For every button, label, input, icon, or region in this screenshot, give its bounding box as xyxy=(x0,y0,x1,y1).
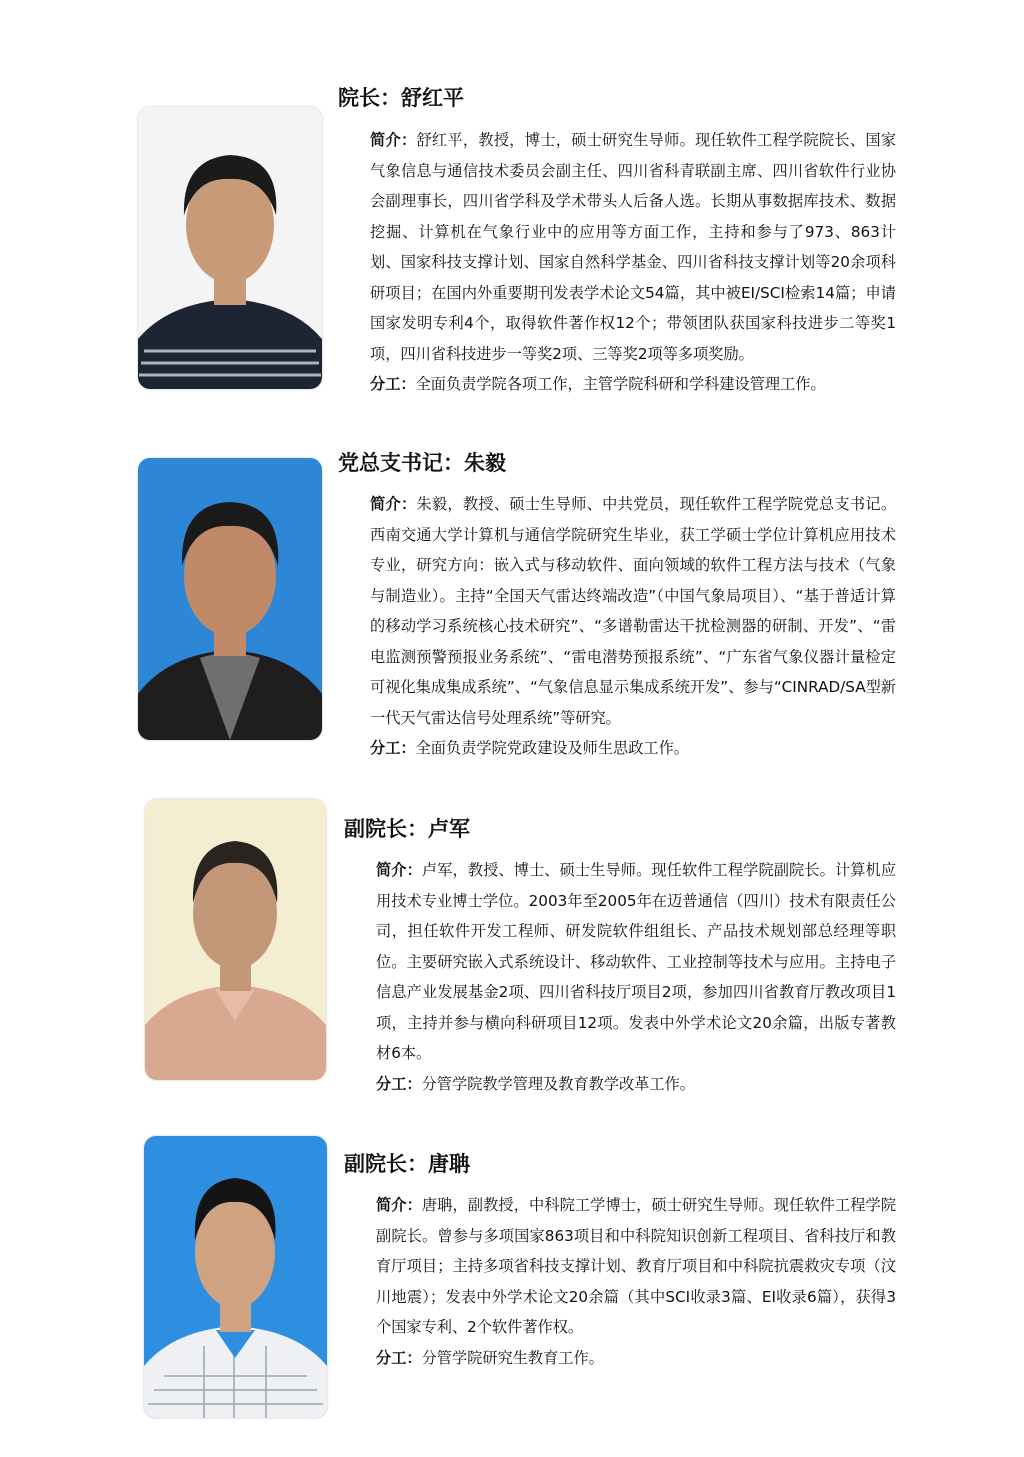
intro-paragraph xyxy=(344,1190,896,1343)
duty-paragraph xyxy=(344,1069,896,1100)
duty-paragraph xyxy=(344,1343,896,1374)
duty-label: 分工： xyxy=(370,739,416,757)
duty-label: 分工： xyxy=(370,375,416,393)
portrait-photo xyxy=(144,1136,327,1418)
portrait-illustration xyxy=(144,1136,327,1418)
portrait-photo xyxy=(145,799,326,1080)
duty-text: 分管学院研究生教育工作。 xyxy=(421,1348,604,1367)
portrait-illustration xyxy=(138,458,322,740)
intro-label: 简介： xyxy=(370,495,417,513)
intro-text: 卢军，教授、博士、硕士生导师。现任软件工程学院副院长。计算机应用技术专业博士学位。2003年至2005年在迈普通信（四川）技术有限责任公司，担任软件开发工程师、研发院软件组组长、产品技术规划部总经理等职位。主要研究嵌入式系统设计、移动软件、工业控制等技术与应用。主持电子信息产业发展基金2项、四川省科技厅项目2项，参加四川省教育厅教改项目1项，主持并参与横向科研项目12项。发表中外学术论文20余篇，出版专著教材6本。 xyxy=(376,861,897,1062)
intro-label: 简介： xyxy=(376,861,422,879)
duty-paragraph xyxy=(338,733,896,764)
duty-text: 全面负责学院各项工作，主管学院科研和学科建设管理工作。 xyxy=(415,375,826,393)
person-title: 院长：舒红平 xyxy=(338,86,464,110)
duty-label: 分工： xyxy=(376,1348,422,1367)
portrait-photo xyxy=(138,458,322,740)
portrait-illustration xyxy=(138,107,322,389)
person-title: 党总支书记：朱毅 xyxy=(338,451,506,475)
intro-paragraph xyxy=(344,855,896,1069)
duty-paragraph xyxy=(338,369,896,400)
intro-text: 朱毅，教授、硕士生导师、中共党员，现任软件工程学院党总支书记。西南交通大学计算机与通信学院研究生毕业，获工学硕士学位计算机应用技术专业，研究方向：嵌入式与移动软件、面向领域的软件工程方法与技术（气象与制造业）。主持“全国天气雷达终端改造”（中国气象局项目）、“基于普适计算的移动学习系统核心技术研究”、“多谱勒雷达干扰检测器的研制、开发”、“雷电监测预警预报业务系统”、“雷电潜势预报系统”、“广东省气象仪器计量检定可视化集成集成系统”、“气象信息显示集成系统开发”、参与“CINRAD/SA型新一代天气雷达信号处理系统”等研究。 xyxy=(370,495,897,727)
portrait-illustration xyxy=(145,799,326,1080)
intro-paragraph xyxy=(338,125,896,369)
person-title: 副院长：卢军 xyxy=(344,817,470,841)
intro-paragraph xyxy=(338,489,896,733)
duty-label: 分工： xyxy=(376,1074,422,1093)
intro-text: 唐聃，副教授，中科院工学博士，硕士研究生导师。现任软件工程学院副院长。曾参与多项国家863项目和中科院知识创新工程项目、省科技厅和教育厅项目；主持多项省科技支撑计划、教育厅项目和中科院抗震救灾专项（汶川地震）；发表中外学术论文20余篇（其中SCI收录3篇、EI收录6篇），获得3个国家专利、2个软件著作权。 xyxy=(376,1196,897,1336)
intro-label: 简介： xyxy=(376,1196,422,1214)
portrait-photo xyxy=(138,107,322,389)
duty-text: 分管学院教学管理及教育教学改革工作。 xyxy=(421,1074,695,1093)
intro-text: 舒红平，教授，博士，硕士研究生导师。现任软件工程学院院长、国家气象信息与通信技术委员会副主任、四川省科青联副主席、四川省软件行业协会副理事长，四川省学科及学术带头人后备人选。长期从事数据库技术、数据挖掘、计算机在气象行业中的应用等方面工作，主持和参与了973、863计划、国家科技支撑计划、国家自然科学基金、四川省科技支撑计划等20余项科研项目；在国内外重要期刊发表学术论文54篇，其中被EI/SCI检索14篇；申请国家发明专利4个，取得软件著作权12个；带领团队获国家科技进步二等奖1项，四川省科技进步一等奖2项、三等奖2项等多项奖励。 xyxy=(370,131,897,363)
person-title: 副院长：唐聃 xyxy=(344,1152,470,1176)
intro-label: 简介： xyxy=(370,131,417,149)
duty-text: 全面负责学院党政建设及师生思政工作。 xyxy=(415,739,689,757)
